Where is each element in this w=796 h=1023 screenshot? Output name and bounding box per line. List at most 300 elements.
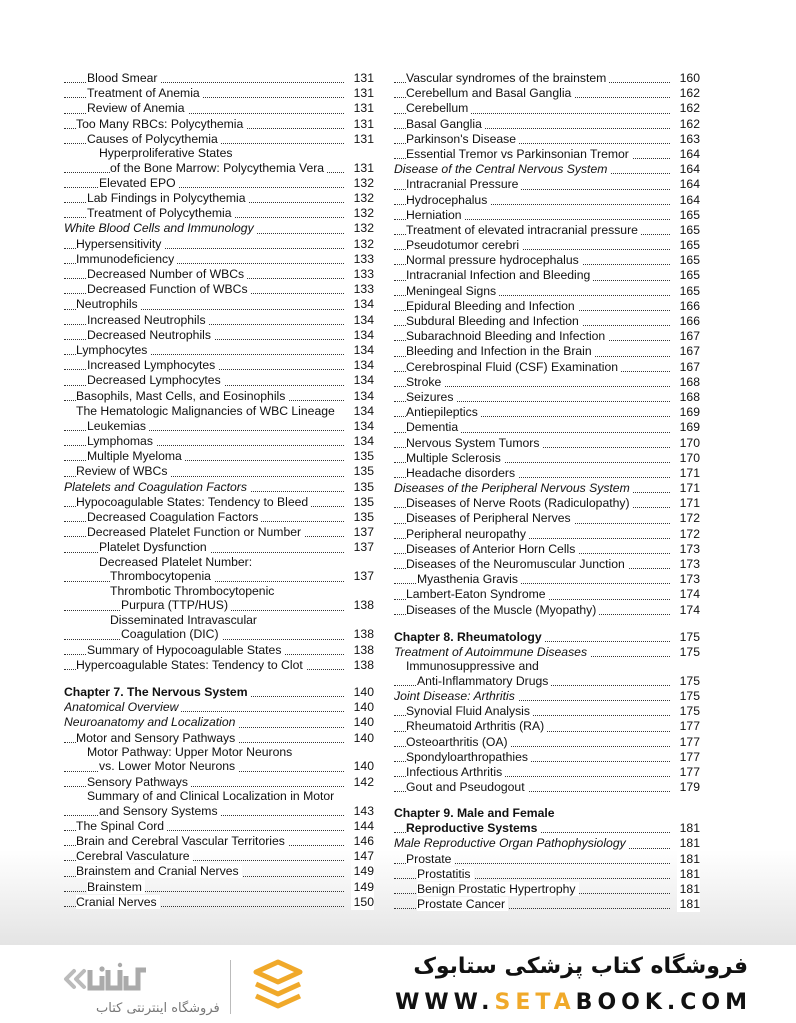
book-emblem-icon: [248, 958, 308, 1016]
toc-entry-title: Diseases of Anterior Horn Cells: [406, 542, 578, 556]
toc-page-number: 171: [677, 466, 700, 481]
toc-page-number: 137: [351, 525, 374, 540]
toc-entry-title: Cerebellum: [406, 101, 471, 115]
toc-entry-title: Decreased Number of WBCs: [87, 267, 247, 281]
toc-entry-title: Benign Prostatic Hypertrophy: [417, 882, 579, 896]
toc-entry[interactable]: [394, 268, 700, 283]
toc-entry[interactable]: [64, 176, 374, 191]
toc-page-number: 134: [351, 419, 374, 434]
toc-entry[interactable]: [394, 852, 700, 867]
toc-page-number: 171: [677, 496, 700, 511]
toc-entry[interactable]: [64, 658, 374, 673]
toc-entry-title: Cerebral Vasculature: [76, 849, 193, 863]
toc-entry[interactable]: [64, 759, 374, 774]
toc-entry[interactable]: [64, 373, 374, 388]
toc-entry-title: of the Bone Marrow: Polycythemia Vera: [110, 161, 327, 175]
toc-page-number: 177: [677, 765, 700, 780]
toc-page-number: 181: [677, 867, 700, 882]
toc-entry[interactable]: [394, 375, 700, 390]
toc-entry[interactable]: [394, 765, 700, 780]
toc-entry[interactable]: [64, 358, 374, 373]
toc-page-number: 165: [677, 208, 700, 223]
toc-entry[interactable]: [64, 834, 374, 849]
toc-page-number: 165: [677, 238, 700, 253]
toc-entry-title: Review of Anemia: [87, 101, 188, 115]
toc-entry[interactable]: [394, 674, 700, 689]
toc-entry[interactable]: [64, 480, 374, 495]
toc-page-number: 134: [351, 358, 374, 373]
toc-page-number: 131: [351, 86, 374, 101]
logo-subtitle: فروشگاه اینترنتی کتاب: [96, 1001, 220, 1016]
toc-entry-title: Thrombotic Thrombocytopenic: [110, 585, 277, 598]
toc-entry-title: Seizures: [406, 390, 456, 404]
toc-entry-title: Decreased Function of WBCs: [87, 282, 251, 296]
toc-entry[interactable]: [394, 451, 700, 466]
toc-entry[interactable]: [64, 282, 374, 297]
toc-entry[interactable]: [394, 496, 700, 511]
toc-entry[interactable]: [64, 434, 374, 449]
toc-spacer: [394, 795, 700, 807]
toc-entry-title: Prostate: [406, 852, 454, 866]
toc-entry-title: Disease of the Central Nervous System: [394, 162, 610, 176]
toc-page-number: 166: [677, 314, 700, 329]
url-accent: SETA: [494, 990, 576, 1015]
toc-entry-title: Diseases of Peripheral Nerves: [406, 511, 574, 525]
toc-entry-title: Disseminated Intravascular: [110, 614, 260, 627]
toc-page-number: 174: [677, 587, 700, 602]
toc-page-number: 181: [677, 821, 700, 836]
toc-page-number: 137: [351, 569, 374, 584]
toc-entry-title: Increased Lymphocytes: [87, 358, 218, 372]
toc-entry[interactable]: [64, 221, 374, 236]
toc-page-number: 140: [351, 759, 374, 774]
toc-page-number: 140: [351, 731, 374, 746]
toc-page-number: 173: [677, 557, 700, 572]
toc-entry-title: Normal pressure hydrocephalus: [406, 253, 582, 267]
toc-entry[interactable]: [394, 557, 700, 572]
toc-entry-title: Herniation: [406, 208, 465, 222]
toc-entry[interactable]: [64, 117, 374, 132]
toc-entry-title: Diseases of the Peripheral Nervous System: [394, 481, 633, 495]
toc-entry-title: Diseases of the Muscle (Myopathy): [406, 603, 599, 617]
toc-entry[interactable]: [394, 735, 700, 750]
toc-page-number: 132: [351, 176, 374, 191]
toc-entry-title: Lymphomas: [87, 434, 156, 448]
toc-entry-title: The Spinal Cord: [76, 819, 167, 833]
toc-entry[interactable]: [64, 731, 374, 746]
toc-entry[interactable]: [394, 572, 700, 587]
toc-entry[interactable]: [64, 895, 374, 910]
toc-entry-title: Intracranial Infection and Bleeding: [406, 268, 593, 282]
toc-entry[interactable]: [394, 193, 700, 208]
toc-page-number: 134: [351, 389, 374, 404]
toc-entry[interactable]: [64, 237, 374, 252]
toc-page-number: 131: [351, 132, 374, 147]
toc-entry[interactable]: [394, 101, 700, 116]
toc-entry-title: Headache disorders: [406, 466, 518, 480]
toc-page-number: 172: [677, 511, 700, 526]
toc-entry-title: Multiple Myeloma: [87, 449, 185, 463]
toc-page-number: 164: [677, 177, 700, 192]
toc-entry-title: Decreased Lymphocytes: [87, 373, 224, 387]
toc-spacer: [64, 673, 374, 685]
toc-page-number: 140: [351, 685, 374, 700]
toc-page-number: 131: [351, 161, 374, 176]
toc-entry[interactable]: [64, 746, 374, 760]
toc-entry-title: Chapter 7. The Nervous System: [64, 685, 251, 699]
toc-page-number: 175: [677, 630, 700, 645]
toc-entry-title: Stroke: [406, 375, 444, 389]
toc-entry[interactable]: [394, 208, 700, 223]
toc-entry[interactable]: [394, 603, 700, 618]
setabook-logo-icon: [62, 962, 154, 996]
toc-entry[interactable]: [64, 206, 374, 221]
toc-page-number: 134: [351, 313, 374, 328]
toc-entry-title: Multiple Sclerosis: [406, 451, 504, 465]
toc-entry[interactable]: [64, 313, 374, 328]
toc-entry-title: Sensory Pathways: [87, 775, 191, 789]
toc-entry-title: Hydrocephalus: [406, 193, 490, 207]
toc-page-number: 171: [677, 481, 700, 496]
toc-entry-title: Neutrophils: [76, 297, 141, 311]
toc-entry-title: Cerebellum and Basal Ganglia: [406, 86, 574, 100]
toc-entry[interactable]: [64, 328, 374, 343]
toc-page-number: 162: [677, 86, 700, 101]
toc-page-number: 181: [677, 897, 700, 912]
toc-entry[interactable]: [64, 267, 374, 282]
toc-entry[interactable]: [394, 630, 700, 645]
toc-page-number: 181: [677, 882, 700, 897]
toc-entry[interactable]: [394, 719, 700, 734]
toc-page-number: 142: [351, 775, 374, 790]
toc-entry-title: Cerebrospinal Fluid (CSF) Examination: [406, 360, 621, 374]
toc-entry-title: Motor Pathway: Upper Motor Neurons: [87, 746, 295, 759]
toc-entry[interactable]: [394, 223, 700, 238]
toc-entry[interactable]: [64, 614, 374, 628]
toc-entry[interactable]: [394, 660, 700, 674]
toc-entry[interactable]: [394, 750, 700, 765]
toc-entry-title: Summary of and Clinical Localization in Motor: [87, 790, 337, 803]
toc-entry-title: Hypersensitivity: [76, 237, 164, 251]
toc-entry[interactable]: [394, 704, 700, 719]
toc-entry[interactable]: [64, 71, 374, 86]
toc-entry[interactable]: [64, 790, 374, 804]
toc-entry-title: Osteoarthritis (OA): [406, 735, 511, 749]
toc-entry[interactable]: [64, 585, 374, 599]
toc-entry-title: Brainstem and Cranial Nerves: [76, 864, 242, 878]
toc-page-number: 138: [351, 598, 374, 613]
toc-entry[interactable]: [394, 420, 700, 435]
toc-entry-title: Hypercoagulable States: Tendency to Clot: [76, 658, 306, 672]
toc-entry[interactable]: [394, 147, 700, 162]
toc-entry-title: vs. Lower Motor Neurons: [99, 759, 238, 773]
toc-entry-title: Chapter 9. Male and Female: [394, 807, 558, 820]
toc-entry[interactable]: [394, 405, 700, 420]
toc-entry[interactable]: [64, 880, 374, 895]
toc-entry[interactable]: [64, 569, 374, 584]
toc-entry-title: Synovial Fluid Analysis: [406, 704, 533, 718]
toc-entry[interactable]: [64, 464, 374, 479]
toc-entry-title: Prostatitis: [417, 867, 474, 881]
toc-entry[interactable]: [394, 344, 700, 359]
toc-entry[interactable]: [394, 511, 700, 526]
toc-page-number: 131: [351, 117, 374, 132]
toc-page-number: 149: [351, 864, 374, 879]
toc-page-number: 162: [677, 117, 700, 132]
toc-entry-title: Treatment of Autoimmune Diseases: [394, 645, 590, 659]
toc-entry[interactable]: [64, 495, 374, 510]
toc-column-left: [64, 71, 374, 910]
toc-entry-title: Purpura (TTP/HUS): [121, 598, 231, 612]
toc-page-number: 167: [677, 360, 700, 375]
toc-entry[interactable]: [394, 897, 700, 912]
toc-entry-title: Leukemias: [87, 419, 149, 433]
toc-entry[interactable]: [64, 297, 374, 312]
toc-entry-title: Elevated EPO: [99, 176, 179, 190]
toc-page-number: 162: [677, 101, 700, 116]
toc-entry[interactable]: [394, 836, 700, 851]
url-suffix: BOOK.COM: [575, 990, 752, 1015]
toc-entry[interactable]: [64, 685, 374, 700]
toc-entry-title: Chapter 8. Rheumatology: [394, 630, 545, 644]
toc-page-number: 179: [677, 780, 700, 795]
toc-entry[interactable]: [394, 821, 700, 836]
toc-entry-title: Subarachnoid Bleeding and Infection: [406, 329, 608, 343]
toc-page-number: 172: [677, 527, 700, 542]
toc-entry[interactable]: [394, 587, 700, 602]
toc-entry-title: Bleeding and Infection in the Brain: [406, 344, 595, 358]
toc-page-number: 138: [351, 627, 374, 642]
toc-page-number: 135: [351, 510, 374, 525]
toc-page-number: 149: [351, 880, 374, 895]
toc-page-number: 177: [677, 735, 700, 750]
toc-entry[interactable]: [394, 284, 700, 299]
toc-entry-title: Treatment of elevated intracranial pressure: [406, 223, 641, 237]
toc-page-number: 165: [677, 223, 700, 238]
toc-page-number: 169: [677, 405, 700, 420]
toc-entry-title: Diseases of the Neuromuscular Junction: [406, 557, 628, 571]
toc-entry[interactable]: [394, 481, 700, 496]
toc-page-number: 135: [351, 464, 374, 479]
toc-entry-title: Diseases of Nerve Roots (Radiculopathy): [406, 496, 633, 510]
toc-page-number: 137: [351, 540, 374, 555]
toc-page-number: 175: [677, 704, 700, 719]
toc-entry[interactable]: [394, 117, 700, 132]
toc-page-number: 134: [351, 404, 374, 419]
toc-entry[interactable]: [64, 627, 374, 642]
toc-entry-title: Brain and Cerebral Vascular Territories: [76, 834, 288, 848]
toc-entry[interactable]: [64, 101, 374, 116]
toc-entry[interactable]: [64, 525, 374, 540]
toc-entry-title: The Hematologic Malignancies of WBC Lineage: [76, 404, 338, 418]
toc-entry[interactable]: [394, 436, 700, 451]
toc-page-number: 144: [351, 819, 374, 834]
toc-entry-title: Anti-Inflammatory Drugs: [417, 674, 551, 688]
toc-entry-title: Spondyloarthropathies: [406, 750, 531, 764]
toc-entry-title: Basal Ganglia: [406, 117, 485, 131]
toc-entry-title: Male Reproductive Organ Pathophysiology: [394, 836, 629, 850]
toc-page-number: 168: [677, 390, 700, 405]
toc-entry-title: Cranial Nerves: [76, 895, 160, 909]
toc-page-number: 177: [677, 750, 700, 765]
toc-entry-title: Thrombocytopenia: [110, 569, 214, 583]
toc-entry[interactable]: [394, 689, 700, 704]
toc-page-number: 140: [351, 715, 374, 730]
toc-page-number: 135: [351, 495, 374, 510]
toc-entry-title: Too Many RBCs: Polycythemia: [76, 117, 246, 131]
toc-entry-title: Peripheral neuropathy: [406, 527, 529, 541]
toc-entry[interactable]: [394, 329, 700, 344]
toc-entry[interactable]: [64, 715, 374, 730]
toc-entry[interactable]: [394, 71, 700, 86]
toc-entry[interactable]: [64, 643, 374, 658]
toc-entry[interactable]: [394, 867, 700, 882]
toc-entry-title: Meningeal Signs: [406, 284, 499, 298]
toc-entry-title: Lymphocytes: [76, 343, 150, 357]
toc-page-number: 173: [677, 572, 700, 587]
toc-page-number: 150: [351, 895, 374, 910]
logo-divider: [230, 960, 231, 1014]
toc-page-number: 132: [351, 191, 374, 206]
toc-entry[interactable]: [64, 404, 374, 419]
toc-entry[interactable]: [394, 299, 700, 314]
toc-page-number: 167: [677, 329, 700, 344]
toc-page-number: 134: [351, 343, 374, 358]
toc-entry-title: Decreased Platelet Function or Number: [87, 525, 304, 539]
toc-entry-title: Intracranial Pressure: [406, 177, 521, 191]
toc-page-number: 166: [677, 299, 700, 314]
toc-entry[interactable]: [64, 343, 374, 358]
toc-page-number: 165: [677, 253, 700, 268]
toc-entry[interactable]: [64, 510, 374, 525]
toc-entry-title: Hypocoagulable States: Tendency to Bleed: [76, 495, 311, 509]
toc-entry[interactable]: [64, 449, 374, 464]
toc-entry[interactable]: [64, 161, 374, 176]
toc-entry[interactable]: [64, 598, 374, 613]
toc-entry[interactable]: [394, 314, 700, 329]
toc-page-number: 181: [677, 852, 700, 867]
toc-entry[interactable]: [64, 804, 374, 819]
toc-entry-title: Platelets and Coagulation Factors: [64, 480, 250, 494]
toc-page-number: 160: [677, 71, 700, 86]
toc-entry-title: Essential Tremor vs Parkinsonian Tremor: [406, 147, 632, 161]
toc-entry[interactable]: [64, 849, 374, 864]
toc-entry-title: Decreased Coagulation Factors: [87, 510, 261, 524]
toc-column-right: [394, 71, 700, 912]
toc-entry-title: Decreased Neutrophils: [87, 328, 214, 342]
toc-page-number: 169: [677, 420, 700, 435]
toc-page-number: 133: [351, 252, 374, 267]
toc-page-number: 147: [351, 849, 374, 864]
toc-page-number: 131: [351, 71, 374, 86]
toc-page-number: 132: [351, 221, 374, 236]
toc-entry-title: Myasthenia Gravis: [417, 572, 521, 586]
toc-entry[interactable]: [64, 252, 374, 267]
toc-entry-title: Vascular syndromes of the brainstem: [406, 71, 609, 85]
toc-entry[interactable]: [64, 191, 374, 206]
toc-entry-title: Pseudotumor cerebri: [406, 238, 522, 252]
toc-page-number: 135: [351, 480, 374, 495]
toc-page-number: 163: [677, 132, 700, 147]
toc-entry[interactable]: [64, 775, 374, 790]
toc-entry[interactable]: [64, 556, 374, 570]
toc-entry-title: Blood Smear: [87, 71, 160, 85]
toc-entry-title: Brainstem: [87, 880, 145, 894]
toc-entry[interactable]: [64, 132, 374, 147]
toc-entry[interactable]: [394, 360, 700, 375]
toc-spacer: [394, 618, 700, 630]
toc-entry-title: Treatment of Polycythemia: [87, 206, 235, 220]
toc-entry[interactable]: [394, 238, 700, 253]
toc-entry[interactable]: [394, 466, 700, 481]
toc-page-number: 175: [677, 645, 700, 660]
toc-entry[interactable]: [394, 132, 700, 147]
toc-entry-title: Lab Findings in Polycythemia: [87, 191, 249, 205]
toc-page-number: 168: [677, 375, 700, 390]
toc-entry[interactable]: [394, 780, 700, 795]
shop-title: فروشگاه کتاب پزشکی ستابوک: [413, 954, 748, 979]
toc-entry-title: Gout and Pseudogout: [406, 780, 528, 794]
toc-page-number: 165: [677, 284, 700, 299]
shop-url[interactable]: [395, 990, 752, 1015]
toc-entry[interactable]: [64, 540, 374, 555]
toc-entry[interactable]: [64, 147, 374, 161]
toc-entry-title: Lambert-Eaton Syndrome: [406, 587, 549, 601]
toc-entry[interactable]: [394, 527, 700, 542]
toc-entry-title: Reproductive Systems: [406, 821, 540, 835]
toc-entry[interactable]: [394, 882, 700, 897]
toc-entry-title: Parkinson's Disease: [406, 132, 519, 146]
toc-page-number: 132: [351, 237, 374, 252]
toc-entry-title: Neuroanatomy and Localization: [64, 715, 238, 729]
toc-page-number: 175: [677, 674, 700, 689]
toc-entry[interactable]: [394, 390, 700, 405]
toc-page-number: 138: [351, 643, 374, 658]
toc-entry[interactable]: [394, 162, 700, 177]
toc-entry-title: Basophils, Mast Cells, and Eosinophils: [76, 389, 288, 403]
toc-page-number: 134: [351, 297, 374, 312]
toc-page-number: 146: [351, 834, 374, 849]
toc-entry[interactable]: [394, 807, 700, 821]
toc-entry-title: Causes of Polycythemia: [87, 132, 221, 146]
toc-entry[interactable]: [64, 864, 374, 879]
toc-entry[interactable]: [394, 645, 700, 660]
toc-entry-title: Summary of Hypocoagulable States: [87, 643, 284, 657]
toc-entry-title: Prostate Cancer: [417, 897, 508, 911]
toc-entry-title: Nervous System Tumors: [406, 436, 542, 450]
toc-entry[interactable]: [394, 177, 700, 192]
toc-page-number: 175: [677, 689, 700, 704]
toc-entry[interactable]: [64, 389, 374, 404]
toc-entry-title: Treatment of Anemia: [87, 86, 203, 100]
toc-page-number: 164: [677, 162, 700, 177]
toc-entry[interactable]: [394, 542, 700, 557]
toc-entry[interactable]: [64, 700, 374, 715]
toc-entry-title: Immunodeficiency: [76, 252, 177, 266]
toc-page-number: 134: [351, 373, 374, 388]
toc-page-number: 138: [351, 658, 374, 673]
toc-entry-title: Review of WBCs: [76, 464, 170, 478]
toc-entry[interactable]: [64, 819, 374, 834]
toc-entry-title: Anatomical Overview: [64, 700, 181, 714]
toc-page-number: 174: [677, 603, 700, 618]
toc-entry[interactable]: [394, 253, 700, 268]
toc-page-number: 131: [351, 101, 374, 116]
toc-entry[interactable]: [64, 419, 374, 434]
toc-page-number: 170: [677, 451, 700, 466]
toc-entry[interactable]: [394, 86, 700, 101]
toc-entry[interactable]: [64, 86, 374, 101]
